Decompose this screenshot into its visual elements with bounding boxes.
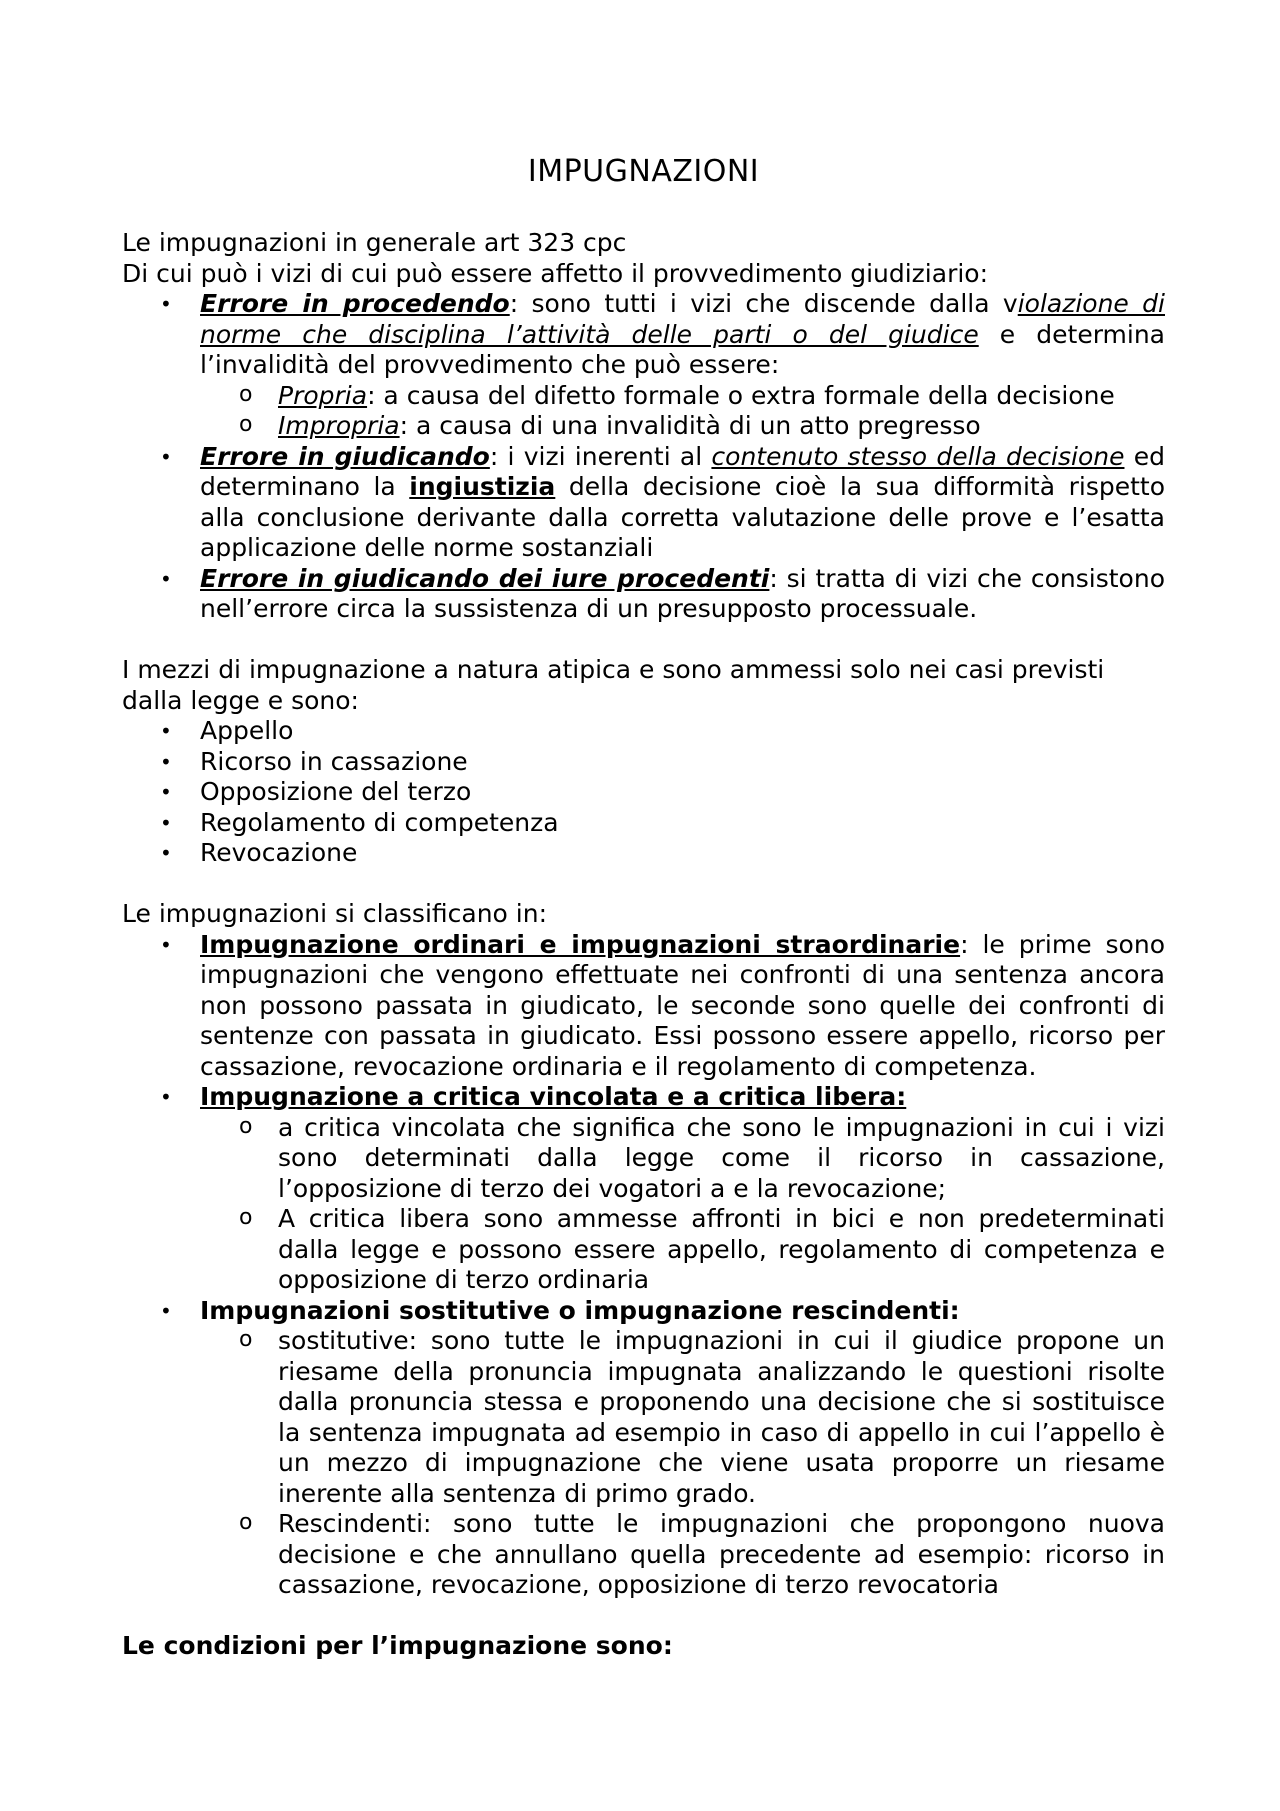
errors-list: [122, 289, 1165, 625]
list-item: • Opposizione del terzo: [160, 777, 472, 806]
circle-bullet-icon: o: [239, 1113, 253, 1139]
bullet-icon: •: [160, 719, 172, 743]
list-item-critica: • Impugnazione a critica vincolata e a critica libera: o a critica vincolata che significa che sono le impugnazioni in cui i vizi sono determinati dalla legge come il ricorso in cassazione, l’opposizione di terzo dei vogatori a e la revocazione; o A critica libera sono ammesse affronti in bici e non predeterminati dalla legge e possono essere appello, regolamento di competenza e opposizione di terzo ordinaria: [122, 1082, 1165, 1296]
means-list: [122, 716, 1165, 869]
bullet-icon: •: [160, 932, 172, 957]
circle-bullet-icon: o: [239, 1327, 253, 1352]
bullet-icon: •: [160, 566, 172, 591]
list-item-errore-iure: • Errore in giudicando dei iure procedenti: si tratta di vizi che consistono nell’errore circa la sussistenza di un presupposto processuale.: [160, 563, 1165, 623]
sub-item: o Rescindenti: sono tutte le impugnazioni che propongono nuova decisione e che annullano quella precedente ad esempio: ricorso in cassazione, revocazione, opposizione di terzo revocatoria: [239, 1509, 1165, 1599]
intro-line-1: Le impugnazioni in generale art 323 cpc: [122, 228, 627, 257]
sub-list: [200, 1113, 1165, 1296]
list-item: • Ricorso in cassazione: [160, 746, 468, 776]
list-item-sostitutive: • Impugnazioni sostitutive o impugnazione rescindenti: o sostitutive: sono tutte le impugnazioni in cui il giudice propone un riesame della pronuncia impugnata analizzando le questioni risolte dalla pronuncia stessa e proponendo una decisione che si sostituisce la sentenza impugnata ad esempio in caso di appello in cui l’appello è un mezzo di impugnazione che viene usata proporre un riesame inerente alla sentenza di primo grado. o Rescindenti: sono tutte le impugnazioni che propongono nuova decisione e che annullano quella precedente ad esempio: ricorso in cassazione, revocazione, opposizione di terzo revocatoria: [122, 1296, 1165, 1601]
circle-bullet-icon: o: [239, 412, 253, 437]
circle-bullet-icon: o: [239, 1510, 253, 1535]
list-item-errore-procedendo: • Errore in procedendo: sono tutti i vizi che discende dalla violazione di norme che disciplina l’attività delle parti o del giudice e determina l’invalidità del provvedimento che può essere: o Propria: a causa del difetto formale o extra formale della decisione o Impropria: a causa di una invalidità di un atto pregresso: [122, 289, 1165, 442]
classification-intro: Le impugnazioni si classificano in:: [122, 899, 547, 928]
sub-list: [200, 381, 1165, 442]
list-item: • Regolamento di competenza: [160, 807, 559, 837]
sub-item: o a critica vincolata che significa che sono le impugnazioni in cui i vizi sono determinati dalla legge come il ricorso in cassazione, l’opposizione di terzo dei vogatori a e la revocazione;: [239, 1112, 1165, 1203]
sub-item-impropria: o Impropria: a causa di una invalidità di un atto pregresso: [239, 411, 981, 440]
bullet-icon: •: [160, 780, 172, 804]
bullet-icon: •: [160, 292, 172, 316]
sub-list: [200, 1326, 1165, 1601]
list-item-ordinarie: • Impugnazione ordinari e impugnazioni straordinarie: le prime sono impugnazioni che vengono effettuate nei confronti di una sentenza ancora non possono passata in giudicato, le seconde sono quelle dei confronti di sentenze con passata in giudicato. Essi possono essere appello, ricorso per cassazione, revocazione ordinaria e il regolamento di competenza.: [160, 929, 1165, 1081]
intro-line-2: Di cui può i vizi di cui può essere affetto il provvedimento giudiziario:: [122, 258, 989, 288]
circle-bullet-icon: o: [239, 1205, 253, 1230]
bullet-icon: •: [160, 444, 172, 469]
bullet-icon: •: [160, 1085, 172, 1109]
sub-item: o A critica libera sono ammesse affronti in bici e non predeterminati dalla legge e possono essere appello, regolamento di competenza e opposizione di terzo ordinaria: [239, 1204, 1165, 1294]
means-intro: I mezzi di impugnazione a natura atipica e sono ammessi solo nei casi previsti dalla legge e sono:: [122, 655, 1105, 715]
term: Errore in procedendo: [200, 289, 510, 318]
bullet-icon: •: [160, 1298, 172, 1323]
classification-list: [122, 930, 1165, 1601]
list-item: • Appello: [160, 716, 294, 745]
list-item-errore-giudicando: • Errore in giudicando: i vizi inerenti al contenuto stesso della decisione ed determinano la ingiustizia della decisione cioè la sua difformità rispetto alla conclusione derivante dalla corretta valutazione delle prove e l’esatta applicazione delle norme sostanziali: [160, 441, 1165, 562]
bullet-icon: •: [160, 810, 172, 835]
bullet-icon: •: [160, 841, 172, 865]
conditions-heading: Le condizioni per l’impugnazione sono:: [122, 1631, 673, 1660]
sub-item: o sostitutive: sono tutte le impugnazioni in cui il giudice propone un riesame della pronuncia impugnata analizzando le questioni risolte dalla pronuncia stessa e proponendo una decisione che si sostituisce la sentenza impugnata ad esempio in caso di appello in cui l’appello è un mezzo di impugnazione che viene usata proporre un riesame inerente alla sentenza di primo grado.: [239, 1326, 1165, 1508]
document-page: [122, 152, 1165, 1662]
list-item: • Revocazione: [160, 838, 358, 867]
bullet-icon: •: [160, 749, 172, 774]
sub-item-propria: o Propria: a causa del difetto formale o extra formale della decisione: [239, 380, 1115, 410]
circle-bullet-icon: o: [239, 381, 253, 407]
page-title: IMPUGNAZIONI: [527, 154, 760, 189]
